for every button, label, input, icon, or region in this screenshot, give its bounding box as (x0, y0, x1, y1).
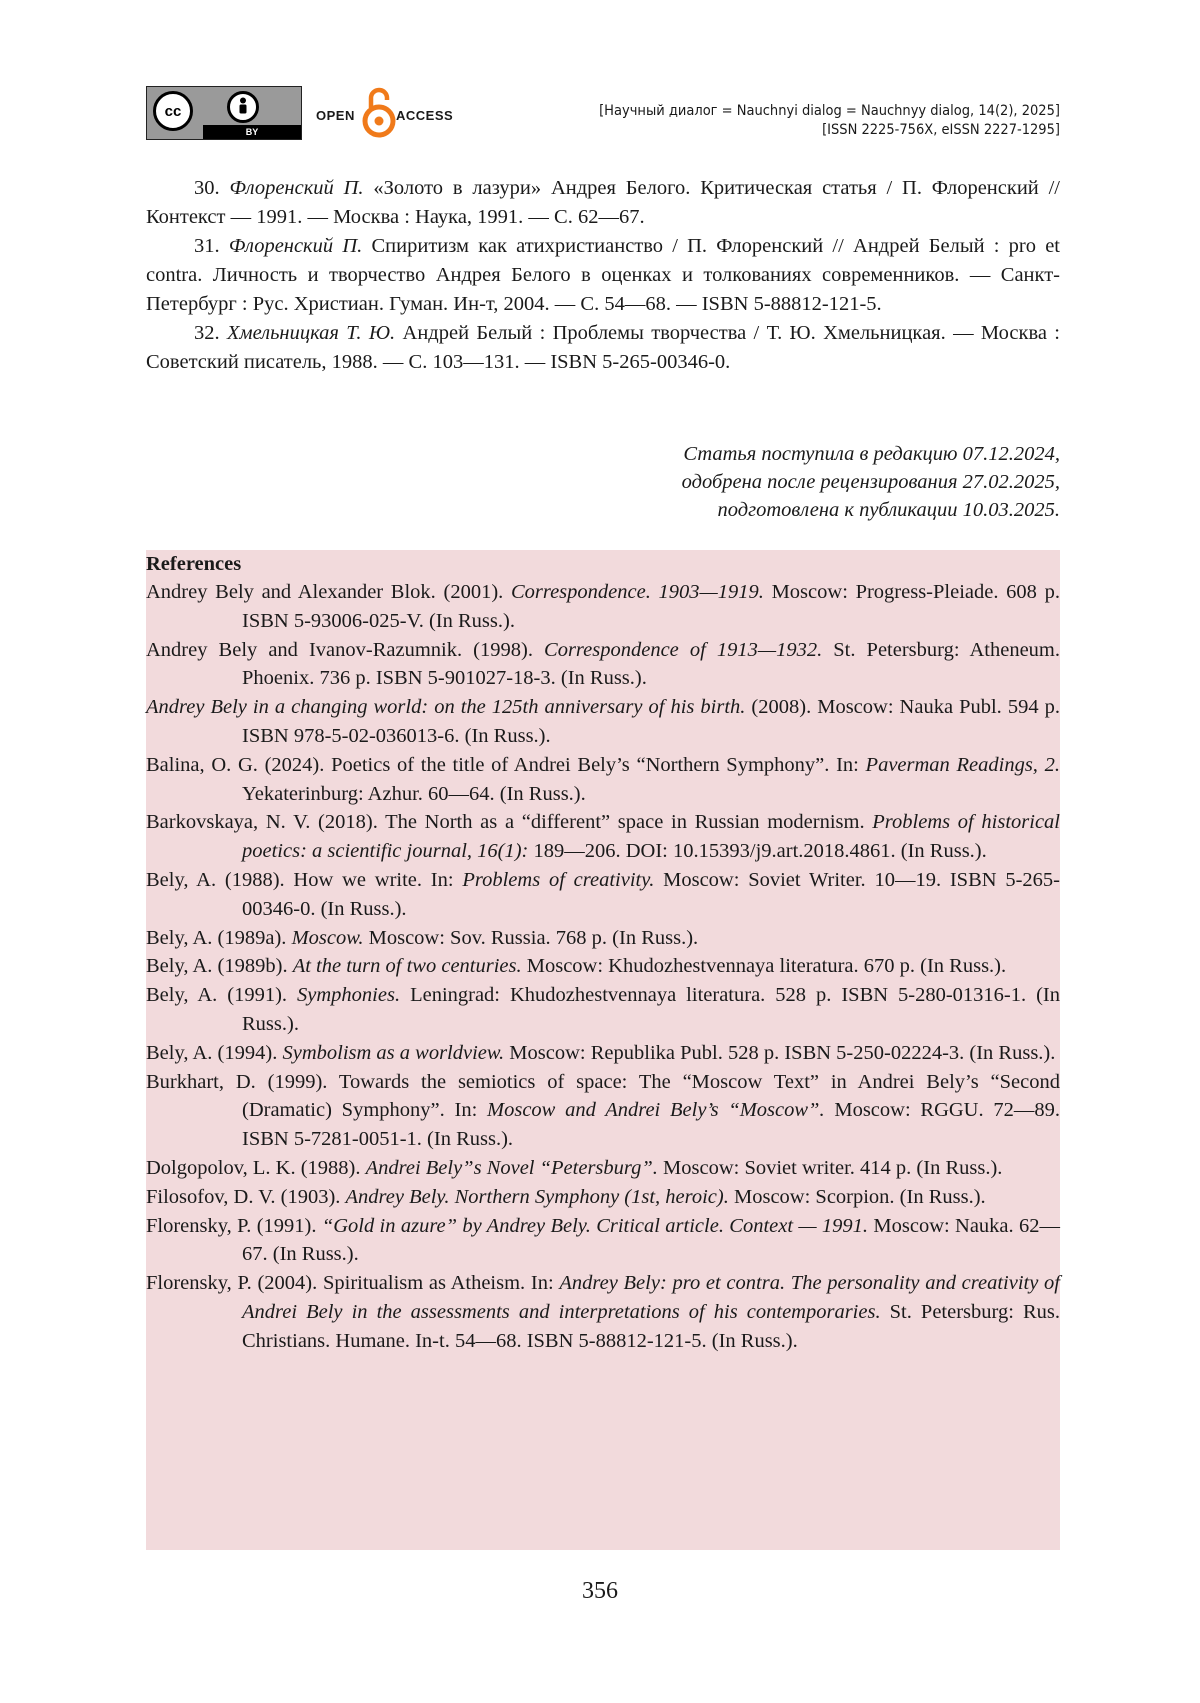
reference-item: Bely, A. (1989b). At the turn of two centuries. Moscow: Khudozhestvennaya literatura. 670 p. (In Russ.). (146, 952, 1060, 981)
attribution-person-icon (227, 91, 259, 123)
reference-item: Filosofov, D. V. (1903). Andrey Bely. Northern Symphony (1st, heroic). Moscow: Scorpion. (In Russ.). (146, 1183, 1060, 1212)
reference-item: Dolgopolov, L. K. (1988). Andrei Bely”s Novel “Petersburg”. Moscow: Soviet writer. 414 p. (In Russ.). (146, 1154, 1060, 1183)
open-access-label-access: ACCESS (396, 108, 453, 123)
page-header (146, 86, 1060, 142)
journal-citation (599, 102, 1060, 140)
references-list (146, 578, 1060, 1356)
reference-item: Bely, A. (1994). Symbolism as a worldview. Moscow: Republika Publ. 528 p. ISBN 5-250-02224-3. (In Russ.). (146, 1039, 1060, 1068)
journal-title-line: [Научный диалог = Nauchnyi dialog = Nauchnyy dialog, 14(2), 2025] (599, 102, 1060, 121)
references-section (146, 550, 1060, 1550)
reference-item: Andrey Bely and Alexander Blok. (2001). Correspondence. 1903—1919. Moscow: Progress-Pleiade. 608 p. ISBN 5-93006-025-V. (In Russ.). (146, 578, 1060, 636)
received-date: Статья поступила в редакцию 07.12.2024, (682, 440, 1060, 468)
reference-item: Florensky, P. (1991). “Gold in azure” by Andrey Bely. Critical article. Context — 1991. Moscow: Nauka. 62—67. (In Russ.). (146, 1212, 1060, 1270)
bibliography-entry: 30. Флоренский П. «Золото в лазури» Андрея Белого. Критическая статья / П. Флоренский // Контекст — 1991. — Москва : Наука, 1991. — С. 62—67. (146, 174, 1060, 232)
open-access-logo (316, 86, 466, 140)
references-heading: References (146, 550, 1060, 578)
reference-item: Burkhart, D. (1999). Towards the semiotics of space: The “Moscow Text” in Andrei Bely’s “Second (Dramatic) Symphony”. In: Moscow and Andrei Bely’s “Moscow”. Moscow: RGGU. 72—89. ISBN 5-7281-0051-1. (In Russ.). (146, 1068, 1060, 1154)
reference-item: Florensky, P. (2004). Spiritualism as Atheism. In: Andrey Bely: pro et contra. The personality and creativity of Andrei Bely in the assessments and interpretations of his contemporaries. St. Petersburg: Rus. Christians. Humane. In-t. 54—68. ISBN 5-88812-121-5. (In Russ.). (146, 1269, 1060, 1355)
reference-item: Balina, O. G. (2024). Poetics of the title of Andrei Bely’s “Northern Symphony”. In: Paverman Readings, 2. Yekaterinburg: Azhur. 60—64. (In Russ.). (146, 751, 1060, 809)
reference-item: Andrey Bely and Ivanov-Razumnik. (1998). Correspondence of 1913—1932. St. Petersburg: Atheneum. Phoenix. 736 p. ISBN 5-901027-18-3. (In Russ.). (146, 636, 1060, 694)
open-access-label-open: OPEN (316, 108, 355, 123)
bibliography-entry: 32. Хмельницкая Т. Ю. Андрей Белый : Проблемы творчества / Т. Ю. Хмельницкая. — Москва : Советский писатель, 1988. — С. 103—131. — ISBN 5-265-00346-0. (146, 319, 1060, 377)
open-access-lock-icon (362, 86, 396, 140)
bibliography-entry: 31. Флоренский П. Спиритизм как атихристианство / П. Флоренский // Андрей Белый : pro et contra. Личность и творчество Андрея Белого в оценках и толкованиях современников. — Санкт-Петербург : Рус. Христиан. Гуман. Ин-т, 2004. — С. 54—68. — ISBN 5-88812-121-5. (146, 232, 1060, 319)
approved-date: одобрена после рецензирования 27.02.2025, (682, 468, 1060, 496)
cc-by-license-badge[interactable] (146, 86, 302, 140)
journal-issn-line: [ISSN 2225-756X, eISSN 2227-1295] (599, 121, 1060, 140)
reference-item: Barkovskaya, N. V. (2018). The North as a “different” space in Russian modernism. Problems of historical poetics: a scientific journal, 16(1): 189—206. DOI: 10.15393/j9.art.2018.4861. (In Russ.). (146, 808, 1060, 866)
cc-icon: cc (153, 91, 193, 131)
reference-item: Bely, A. (1988). How we write. In: Problems of creativity. Moscow: Soviet Writer. 10—19. ISBN 5-265-00346-0. (In Russ.). (146, 866, 1060, 924)
by-label: BY (203, 125, 301, 139)
reference-item: Andrey Bely in a changing world: on the 125th anniversary of his birth. (2008). Moscow: Nauka Publ. 594 p. ISBN 978-5-02-036013-6. (In Russ.). (146, 693, 1060, 751)
article-dates (682, 440, 1060, 524)
reference-item: Bely, A. (1991). Symphonies. Leningrad: Khudozhestvennaya literatura. 528 p. ISBN 5-280-01316-1. (In Russ.). (146, 981, 1060, 1039)
page-number: 356 (0, 1576, 1200, 1606)
prepared-date: подготовлена к публикации 10.03.2025. (682, 496, 1060, 524)
reference-item: Bely, A. (1989a). Moscow. Moscow: Sov. Russia. 768 p. (In Russ.). (146, 924, 1060, 953)
bibliography-ru (146, 174, 1060, 377)
